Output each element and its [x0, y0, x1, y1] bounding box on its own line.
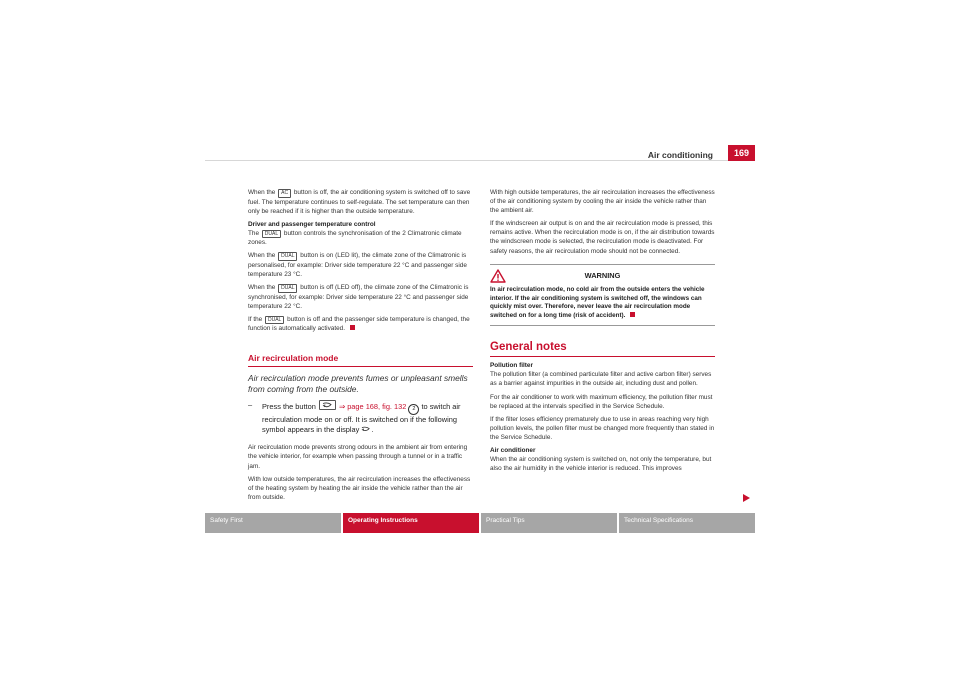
warning-triangle-icon: [490, 269, 506, 283]
paragraph-dual-on: When the DUAL button is on (LED lit), the climate zone of the Climatronic is personalised, for example: Driver side temperature 22 °C and passenger side temperature 23 °C.: [248, 252, 467, 278]
paragraph-dual-intro: The DUAL button controls the synchronisation of the 2 Climatronic climate zones.: [248, 229, 462, 247]
paragraph-filter-barrier: The pollution filter (a combined particulate filter and active carbon filter) serves as a barrier against impurities in the outside air, including dust and pollen.: [490, 371, 712, 388]
section-rule: [490, 356, 715, 357]
footer-tab-technical-specifications[interactable]: Technical Specifications: [619, 513, 755, 533]
warning-title: WARNING: [584, 270, 621, 280]
paragraph-dual-off: When the DUAL button is off (LED off), the climate zone of the Climatronic is synchronised, for example: Driver side temperature 22 °C and passenger side temperature 22 °C.: [248, 284, 469, 310]
paragraph-recirc-cooling: With high outside temperatures, the air recirculation increases the effectiveness of the air conditioning system by cooling the air inside the vehicle rather than the ambient air.: [490, 189, 715, 215]
page-header-title: Air conditioning: [647, 150, 713, 160]
heading-air-conditioner: Air conditioner: [490, 447, 536, 455]
warning-box: [490, 264, 715, 327]
header-rule: [205, 160, 755, 161]
air-recirculation-icon: [361, 426, 371, 432]
section-title-recirculation: Air recirculation mode: [248, 353, 339, 364]
paragraph-dual-auto: If the DUAL button is off and the passenger side temperature is changed, the function is automatically activated.: [248, 315, 470, 333]
dual-key-label: DUAL: [278, 252, 297, 261]
footer-tab-practical-tips[interactable]: Practical Tips: [481, 513, 617, 533]
page-reference-link[interactable]: ⇒ page 168, fig. 132: [338, 402, 407, 412]
heading-driver-passenger: Driver and passenger temperature control: [248, 220, 376, 228]
right-column: [490, 188, 715, 477]
paragraph-windscreen: If the windscreen air output is on and the air recirculation mode is pressed, this remains active. When the recirculation mode is on, if the air distribution towards the windscreen mode is selected, the recirculation mode is deactivated. For safety reasons, the air recirculation mode should not be connected.: [490, 220, 715, 255]
warning-text: In air recirculation mode, no cold air from the outside enters the vehicle interior. If the air conditioning system is switched off, the windows can quickly mist over. Therefore, never leave the air recirculation mode switched on for a long time (risk of accident).: [490, 285, 705, 320]
paragraph-air-conditioner: When the air conditioning system is switched on, not only the temperature, but also the air humidity in the vehicle interior is reduced. This improves: [490, 456, 712, 473]
step-dash: –: [248, 400, 253, 410]
dual-key-label: DUAL: [265, 316, 284, 325]
section-title-general-notes: General notes: [490, 341, 567, 354]
paragraph-recirc-odours: Air recirculation mode prevents strong odours in the ambient air from entering the vehicle interior, for example when passing through a tunnel or in a traffic jam.: [248, 444, 468, 470]
left-column: [248, 188, 473, 506]
paragraph-ac: When the AC button is off, the air conditioning system is switched off to save fuel. The temperature continues to self-regulate. The set temperature can then only be reached if it is higher than the outside temperature.: [248, 189, 471, 215]
section-end-mark: [350, 325, 355, 330]
paragraph-recirc-heating: With low outside temperatures, the air recirculation increases the effectiveness of the heating system by heating the air inside the vehicle rather than the air from outside.: [248, 475, 471, 501]
section-end-mark: [630, 312, 635, 317]
intro-text: Air recirculation mode prevents fumes or unpleasant smells from coming from the outside.: [248, 373, 468, 395]
dual-key-label: DUAL: [278, 284, 297, 293]
dual-key-label: DUAL: [262, 230, 281, 239]
instruction-step: – Press the button ⇒ page 168, fig. 132 2 to switch air recirculation mode on or off. It is switched on if the following symbol appears in the display .: [248, 400, 461, 435]
footer-tab-safety-first[interactable]: Safety First: [205, 513, 341, 533]
section-rule: [248, 366, 473, 367]
continue-arrow-icon: [742, 493, 751, 503]
paragraph-filter-replace: For the air conditioner to work with maximum efficiency, the pollution filter must be replaced at the intervals specified in the Service Schedule.: [490, 393, 713, 410]
paragraph-filter-pollution: If the filter loses efficiency prematurely due to use in areas reaching very high pollution levels, the pollen filter must be changed more frequently than stated in the Service Schedule.: [490, 415, 715, 441]
ac-key-label: AC: [278, 189, 291, 198]
page-number: 169: [728, 145, 755, 161]
footer-tab-operating-instructions[interactable]: Operating Instructions: [343, 513, 479, 533]
air-recirculation-icon: [319, 400, 336, 410]
figure-callout-number: 2: [408, 404, 419, 415]
heading-pollution-filter: Pollution filter: [490, 362, 533, 370]
